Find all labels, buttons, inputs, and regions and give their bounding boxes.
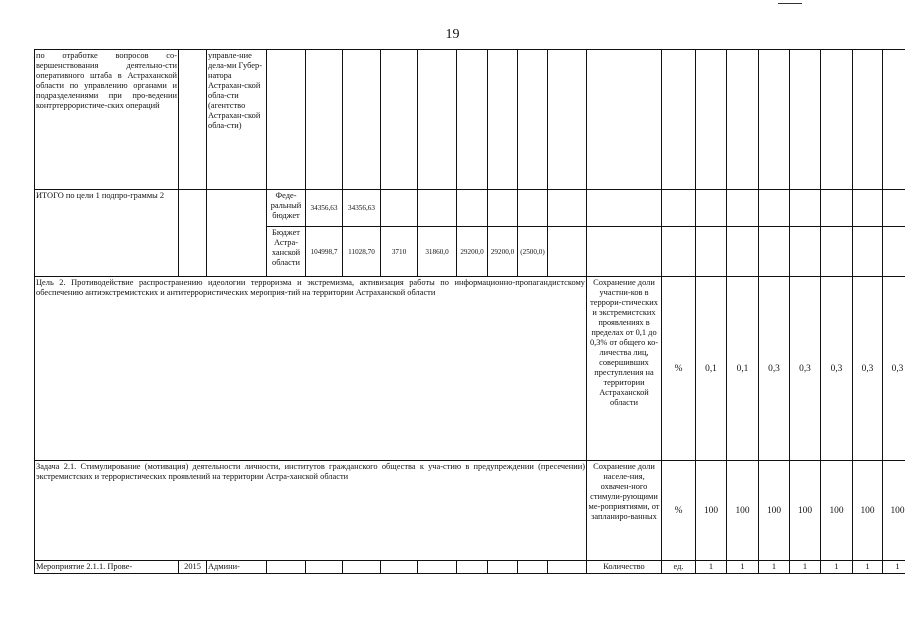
indicator-value: 100 bbox=[853, 461, 883, 561]
unit-cell: % bbox=[662, 277, 696, 461]
indicator-value: 100 bbox=[821, 461, 853, 561]
funding-value: 34356,63 bbox=[306, 190, 343, 227]
funding-value: 3710 bbox=[381, 227, 418, 277]
scan-mark bbox=[778, 3, 802, 4]
funding-value: 31860,0 bbox=[418, 227, 457, 277]
activity-cell: Мероприятие 2.1.1. Прове- bbox=[35, 561, 179, 574]
task-text: Задача 2.1. Стимулирование (мотивация) деятельности личности, институтов гражданского общества к уча-стию в предупреждении (пресечении) экстремистских и террористических проявлений на территории Астра-ханской области bbox=[35, 461, 587, 561]
indicator-value: 1 bbox=[821, 561, 853, 574]
total-label: ИТОГО по цели 1 подпро-граммы 2 bbox=[35, 190, 179, 277]
indicator-value: 0,3 bbox=[759, 277, 790, 461]
year-cell: 2015 bbox=[179, 561, 207, 574]
indicator-value: 100 bbox=[696, 461, 727, 561]
indicator-value: 1 bbox=[727, 561, 759, 574]
funding-source: Бюджет Астра-ханской области bbox=[267, 227, 306, 277]
indicator-value: 0,3 bbox=[821, 277, 853, 461]
executor-cell: управле-ние дела-ми Губер-натора Астрахан-ской обла-сти (агентство Астрахан-ской обла-сти) bbox=[207, 50, 267, 190]
indicator-cell: Сохранение доли участни-ков в террори-стических и экстремистских проявлениях в пределах от 0,1 до 0,3% от общего ко-личества лиц, совершивших преступления на территории Астраханской области bbox=[587, 277, 662, 461]
table-row bbox=[35, 561, 905, 574]
indicator-cell: Количество bbox=[587, 561, 662, 574]
indicator-value: 100 bbox=[790, 461, 821, 561]
indicator-value: 1 bbox=[853, 561, 883, 574]
indicator-value: 0,1 bbox=[696, 277, 727, 461]
indicator-value: 1 bbox=[790, 561, 821, 574]
indicator-value: 1 bbox=[759, 561, 790, 574]
indicator-value: 0,3 bbox=[790, 277, 821, 461]
indicator-value: 1 bbox=[883, 561, 905, 574]
activity-cell: по отработке вопросов со-вершенствования деятельно-сти оперативного штаба в Астраханской области по управлению органами и подразделениями при про-ведении контртеррористиче-ских операций bbox=[35, 50, 179, 190]
table-row bbox=[35, 461, 905, 561]
page-number: 19 bbox=[445, 27, 460, 42]
unit-cell: ед. bbox=[662, 561, 696, 574]
unit-cell: % bbox=[662, 461, 696, 561]
indicator-value: 100 bbox=[759, 461, 790, 561]
funding-value: 34356,63 bbox=[343, 190, 381, 227]
table-row bbox=[35, 50, 905, 190]
indicator-value: 1 bbox=[696, 561, 727, 574]
program-table bbox=[34, 49, 905, 574]
goal-text: Цель 2. Противодействие распространению идеологии терроризма и экстремизма, активизация работы по информационно-пропагандистскому обеспечению антиэкстремистских и антитеррористических мероприя-тий на территории Астраханской области bbox=[35, 277, 587, 461]
indicator-value: 100 bbox=[883, 461, 905, 561]
executor-cell: Админи- bbox=[207, 561, 267, 574]
table-row bbox=[35, 277, 905, 461]
funding-value: 11028,70 bbox=[343, 227, 381, 277]
funding-value: 104998,7 bbox=[306, 227, 343, 277]
funding-value: 29200,0 bbox=[488, 227, 518, 277]
indicator-cell: Сохранение доли населе-ния, охвачен-ного стимули-рующими ме-роприятиями, от запланиро-ванных bbox=[587, 461, 662, 561]
funding-value: 29200,0 bbox=[457, 227, 488, 277]
indicator-value: 0,1 bbox=[727, 277, 759, 461]
indicator-value: 0,3 bbox=[853, 277, 883, 461]
funding-value: (2500,0) bbox=[518, 227, 548, 277]
funding-source: Феде-ральный бюджет bbox=[267, 190, 306, 227]
indicator-value: 100 bbox=[727, 461, 759, 561]
indicator-value: 0,3 bbox=[883, 277, 905, 461]
table-row bbox=[35, 190, 905, 227]
